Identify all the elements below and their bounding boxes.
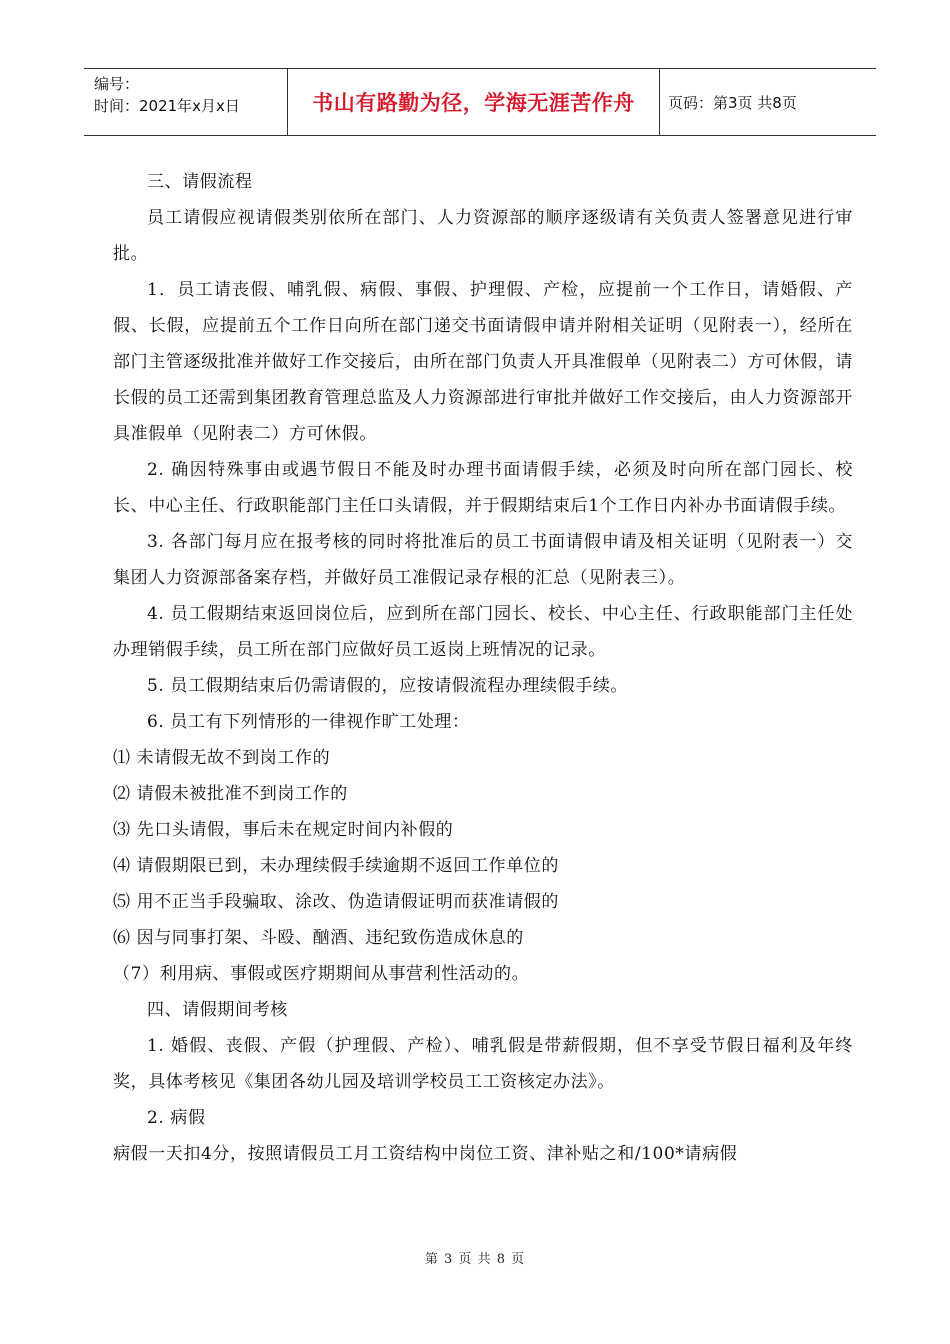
paragraph: 3. 各部门每月应在报考核的同时将批准后的员工书面请假申请及相关证明（见附表一）交集团人力资源部备案存档，并做好员工准假记录存根的汇总（见附表三）。 (113, 532, 853, 588)
header-meta-cell (84, 69, 288, 135)
list-item: ⑸ 用不正当手段骗取、涂改、伪造请假证明而获准请假的 (113, 892, 560, 912)
paragraph: 病假一天扣4分，按照请假员工月工资结构中岗位工资、津补贴之和/100*请病假 (113, 1144, 738, 1164)
paragraph: 2. 确因特殊事由或遇节假日不能及时办理书面请假手续，必须及时向所在部门园长、校长、中心主任、行政职能部门主任口头请假，并于假期结束后1个工作日内补办书面请假手续。 (113, 460, 853, 516)
paragraph: 5. 员工假期结束后仍需请假的，应按请假流程办理续假手续。 (147, 676, 629, 696)
list-item: ⑶ 先口头请假，事后未在规定时间内补假的 (113, 820, 454, 840)
list-item: （7）利用病、事假或医疗期期间从事营利性活动的。 (113, 964, 530, 984)
list-item: ⑷ 请假期限已到，未办理续假手续逾期不返回工作单位的 (113, 856, 560, 876)
paragraph: 1. 婚假、丧假、产假（护理假、产检）、哺乳假是带薪假期，但不享受节假日福利及年终奖，具体考核见《集团各幼儿园及培训学校员工工资核定办法》。 (113, 1036, 853, 1092)
section-heading-assessment: 四、请假期间考核 (147, 1000, 288, 1020)
paragraph: 1．员工请丧假、哺乳假、病假、事假、护理假、产检，应提前一个工作日，请婚假、产假、长假，应提前五个工作日向所在部门递交书面请假申请并附相关证明（见附表一），经所在部门主管逐级批准并做好工作交接后，由所在部门负责人开具准假单（见附表二）方可休假，请长假的员工还需到集团教育管理总监及人力资源部进行审批并做好工作交接后，由人力资源部开具准假单（见附表二）方可休假。 (113, 280, 853, 444)
paragraph: 4. 员工假期结束返回岗位后，应到所在部门园长、校长、中心主任、行政职能部门主任处办理销假手续，员工所在部门应做好员工返岗上班情况的记录。 (113, 604, 853, 660)
header-page-info: 页码：第3页 共8页 (668, 93, 797, 112)
time-label: 时间：2021年x月x日 (94, 97, 240, 115)
document-body (113, 164, 853, 1172)
paragraph: 2. 病假 (147, 1108, 206, 1128)
document-header (84, 68, 876, 136)
number-label: 编号： (94, 75, 140, 93)
paragraph: 6. 员工有下列情形的一律视作旷工处理： (147, 712, 470, 732)
header-slogan: 书山有路勤为径，学海无涯苦作舟 (288, 69, 660, 135)
list-item: ⑴ 未请假无故不到岗工作的 (113, 748, 331, 768)
paragraph: 员工请假应视请假类别依所在部门、人力资源部的顺序逐级请有关负责人签署意见进行审批。 (113, 208, 853, 264)
page-footer: 第 3 页 共 8 页 (424, 1252, 526, 1267)
section-heading-process: 三、请假流程 (147, 172, 253, 192)
list-item: ⑵ 请假未被批准不到岗工作的 (113, 784, 348, 804)
list-item: ⑹ 因与同事打架、斗殴、酗酒、违纪致伤造成休息的 (113, 928, 524, 948)
